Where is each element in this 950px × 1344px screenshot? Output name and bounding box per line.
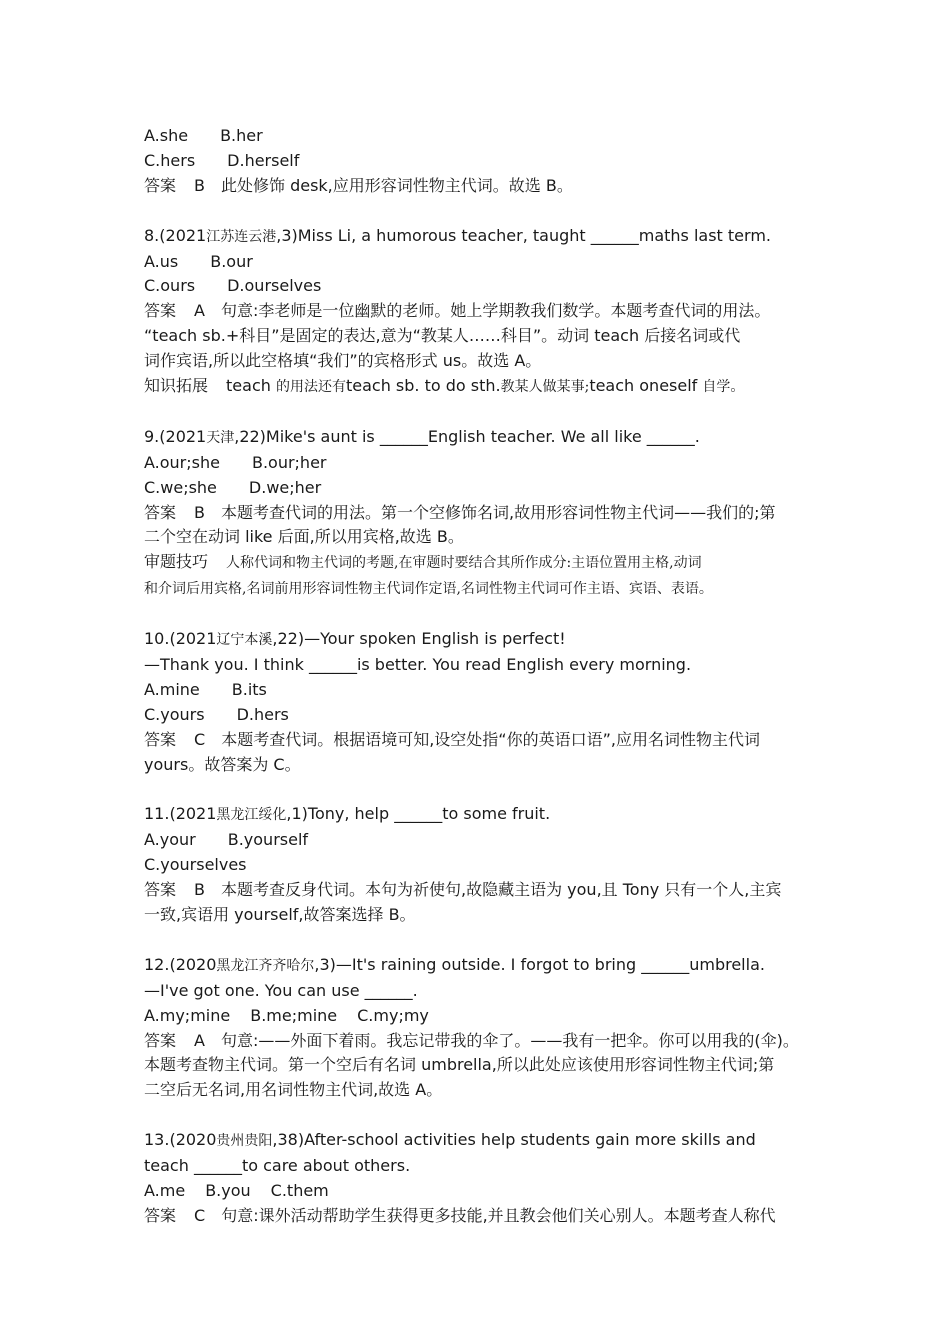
q8-option-a: A.us	[144, 251, 179, 271]
q8-answer-line3: 词作宾语,所以此空格填“我们”的宾格形式 us。故选 A。	[144, 351, 542, 371]
q7-option-d: D.herself	[227, 150, 300, 170]
q13-option-a: A.me	[144, 1180, 186, 1200]
q13-stem	[144, 1128, 824, 1154]
answer-text: C 本题考查代词。根据语境可知,设空处指“你的英语口语”,应用名词性物主代词	[194, 729, 760, 749]
extension-text: teach	[226, 376, 271, 396]
q12-answer-line1	[144, 1029, 824, 1054]
q8-option-d: D.ourselves	[227, 276, 322, 296]
q7-options-row1	[144, 124, 824, 149]
q11-option-a: A.your	[144, 830, 196, 850]
q7-option-a: A.she	[144, 126, 189, 145]
q13-options	[144, 1179, 824, 1204]
answer-label: 答案	[144, 301, 177, 321]
question-text: ,22)—Your spoken English is perfect!	[272, 629, 566, 649]
q9-tip-line2	[144, 576, 824, 602]
question-source: 黑龙江齐齐哈尔	[216, 957, 315, 974]
question-source: 江苏连云港	[206, 228, 277, 245]
answer-text: A 句意:——外面下着雨。我忘记带我的伞了。——我有一把伞。你可以用我的(伞)。	[194, 1030, 799, 1050]
q8-option-c: C.ours	[144, 276, 196, 296]
q13-stem2: teach ______to care about others.	[144, 1156, 411, 1176]
q8-options-row1	[144, 250, 824, 275]
q11-options-row1	[144, 828, 824, 853]
answer-label: 答案	[144, 1205, 177, 1225]
answer-text: C 句意:课外活动帮助学生获得更多技能,并且教会他们关心别人。本题考查人称代	[194, 1205, 776, 1225]
q10-option-c: C.yours	[144, 704, 205, 724]
q8-stem	[144, 224, 824, 250]
question-number: 12.(2020	[144, 954, 217, 974]
answer-label: 答案	[144, 729, 177, 749]
q8-extension: 知识拓展 teach 的用法还有teach sb. to do sth.教某人做某事;teach oneself 自学。	[144, 376, 745, 396]
q10-answer-line1	[144, 728, 824, 753]
q11-answer-line2: 一致,宾语用 yourself,故答案选择 B。	[144, 905, 416, 925]
q12-option-b: B.me;mine	[250, 1005, 338, 1025]
answer-label: 答案	[144, 175, 177, 195]
q10-option-a: A.mine	[144, 679, 200, 699]
question-source: 辽宁本溪	[216, 632, 273, 649]
question-text: ,3)Miss Li, a humorous teacher, taught ______maths last term.	[276, 225, 771, 245]
answer-label: 答案	[144, 1030, 177, 1050]
question-source: 贵州贵阳	[216, 1133, 273, 1150]
q7-option-c: C.hers	[144, 150, 196, 170]
q10-stem2: —Thank you. I think ______is better. You read English every morning.	[144, 654, 692, 674]
q12-answer-line2: 本题考查物主代词。第一个空后有名词 umbrella,所以此处应该使用形容词性物主代词;第	[144, 1055, 775, 1075]
q12-options	[144, 1004, 824, 1029]
answer-text: B 本题考查反身代词。本句为祈使句,故隐藏主语为 you,且 Tony 只有一个人,主宾	[194, 880, 782, 900]
q8-options-row2	[144, 274, 824, 299]
question-text: ,22)Mike's aunt is ______English teacher. We all like ______.	[234, 426, 700, 446]
q9-option-a: A.our;she	[144, 452, 220, 472]
question-source: 天津	[206, 429, 235, 446]
q9-option-b: B.our;her	[251, 452, 327, 472]
question-number: 10.(2021	[144, 629, 217, 649]
q12-answer-line3: 二空后无名词,用名词性物主代词,故选 A。	[144, 1080, 443, 1100]
q10-options-row2	[144, 703, 824, 728]
q9-options-row2	[144, 476, 824, 501]
q10-option-d: D.hers	[236, 704, 289, 724]
q7-answer	[144, 174, 824, 199]
answer-label: 答案	[144, 502, 177, 522]
q12-stem	[144, 953, 824, 979]
extension-label: 知识拓展	[144, 376, 209, 396]
document-page	[144, 124, 824, 1229]
q12-stem2: —I've got one. You can use ______.	[144, 980, 418, 1000]
q13-option-b: B.you	[205, 1180, 251, 1200]
q12-option-c: C.my;my	[357, 1005, 429, 1025]
q11-options-row2	[144, 853, 824, 878]
question-number: 9.(2021	[144, 426, 207, 446]
q7-option-b: B.her	[220, 126, 263, 145]
question-number: 8.(2021	[144, 225, 207, 245]
q10-answer-line2: yours。故答案为 C。	[144, 754, 301, 774]
q9-option-c: C.we;she	[144, 477, 217, 497]
question-text: ,38)After-school activities help students gain more skills and	[272, 1130, 756, 1150]
q9-options-row1	[144, 451, 824, 476]
tip-label: 审题技巧	[144, 552, 209, 572]
q7-options-row2	[144, 149, 824, 174]
answer-text: B 此处修饰 desk,应用形容词性物主代词。故选 B。	[194, 175, 573, 195]
q8-answer-line1	[144, 299, 824, 324]
q9-answer-line1	[144, 501, 824, 526]
question-source: 黑龙江绥化	[216, 807, 287, 824]
q9-answer-line2: 二个空在动词 like 后面,所以用宾格,故选 B。	[144, 527, 464, 547]
q12-option-a: A.my;mine	[144, 1005, 231, 1025]
answer-text: A 句意:李老师是一位幽默的老师。她上学期教我们数学。本题考查代词的用法。	[194, 301, 771, 321]
q13-option-c: C.them	[270, 1180, 329, 1200]
q10-stem	[144, 627, 824, 653]
q11-option-b: B.yourself	[227, 830, 309, 850]
q11-answer-line1	[144, 878, 824, 903]
q9-tip-line1	[144, 550, 824, 576]
q9-stem	[144, 425, 824, 451]
question-text: ,3)—It's raining outside. I forgot to bring ______umbrella.	[314, 954, 765, 974]
q11-option-c: C.yourselves	[144, 855, 247, 875]
q8-answer-line2: “teach sb.+科目”是固定的表达,意为“教某人……科目”。动词 teach 后接名词或代	[144, 326, 741, 346]
question-number: 13.(2020	[144, 1130, 217, 1150]
answer-label: 答案	[144, 880, 177, 900]
q10-options-row1	[144, 678, 824, 703]
answer-text: B 本题考查代词的用法。第一个空修饰名词,故用形容词性物主代词——我们的;第	[194, 502, 776, 522]
q9-option-d: D.we;her	[248, 477, 322, 497]
tip-text: 和介词后用宾格,名词前用形容词性物主代词作定语,名词性物主代词可作主语、宾语、表语。	[144, 581, 713, 598]
q13-answer-line1	[144, 1204, 824, 1229]
tip-text: 人称代词和物主代词的考题,在审题时要结合其所作成分:主语位置用主格,动词	[226, 555, 702, 572]
question-text: ,1)Tony, help ______to some fruit.	[286, 804, 551, 824]
q11-stem	[144, 802, 824, 828]
question-number: 11.(2021	[144, 804, 217, 824]
q8-option-b: B.our	[210, 251, 253, 271]
q10-option-b: B.its	[231, 679, 267, 699]
